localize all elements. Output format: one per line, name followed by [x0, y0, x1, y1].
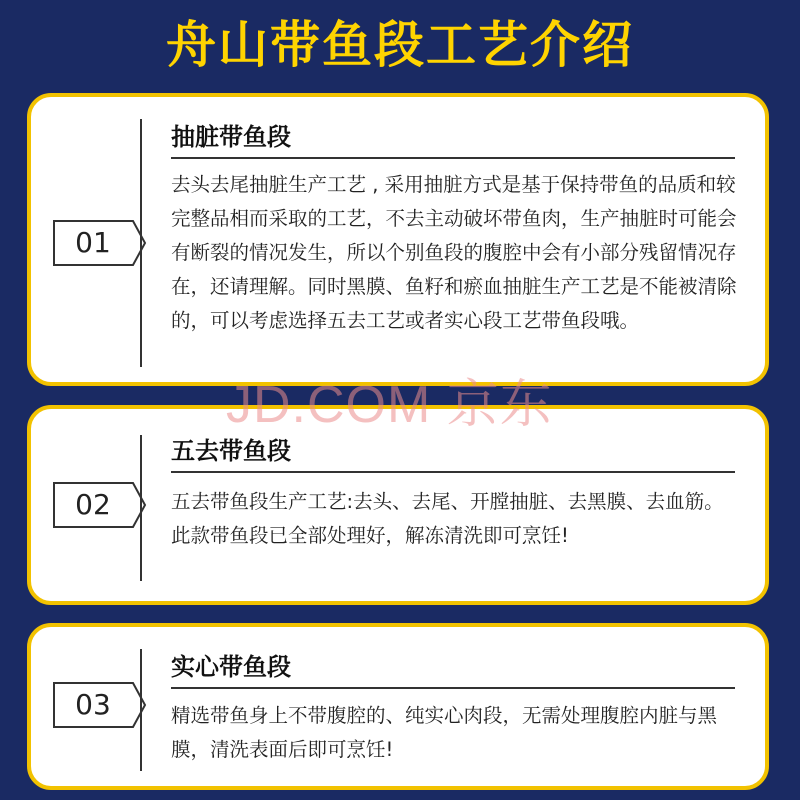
section-number: 03 [75, 688, 111, 721]
vertical-divider [140, 119, 142, 367]
heading-divider [171, 471, 735, 473]
section-heading: 抽脏带鱼段 [171, 123, 291, 151]
section-number-badge [53, 220, 147, 266]
page-title: 舟山带鱼段工艺介绍 [166, 16, 634, 74]
section-number: 01 [75, 226, 111, 259]
section-card-1 [27, 93, 769, 386]
section-number: 02 [75, 488, 111, 521]
vertical-divider [140, 649, 142, 771]
section-card-3 [27, 623, 769, 790]
vertical-divider [140, 435, 142, 581]
section-heading: 五去带鱼段 [171, 437, 291, 465]
section-description: 精选带鱼身上不带腹腔的、纯实心肉段，无需处理腹腔内脏与黑膜，清洗表面后即可烹饪! [171, 704, 718, 761]
watermark: JD.COM 京东 [226, 376, 553, 434]
section-description: 五去带鱼段生产工艺:去头、去尾、开膛抽脏、去黑膜、去血筋。此款带鱼段已全部处理好，解冻清洗即可烹饪! [171, 490, 724, 547]
section-description: 去头去尾抽脏生产工艺 , 采用抽脏方式是基于保持带鱼的品质和较完整品相而采取的工艺，不去主动破坏带鱼肉，生产抽脏时可能会有断裂的情况发生，所以个别鱼段的腹腔中会有小部分残留情况存在，还请理解。同时黑膜、鱼籽和瘀血抽脏生产工艺是不能被清除的，可以考虑选择五去工艺或者实心段工艺带鱼段哦。 [171, 173, 737, 332]
section-number-badge [53, 682, 147, 728]
section-heading: 实心带鱼段 [171, 653, 291, 681]
heading-divider [171, 157, 735, 159]
section-number-badge [53, 482, 147, 528]
heading-divider [171, 687, 735, 689]
